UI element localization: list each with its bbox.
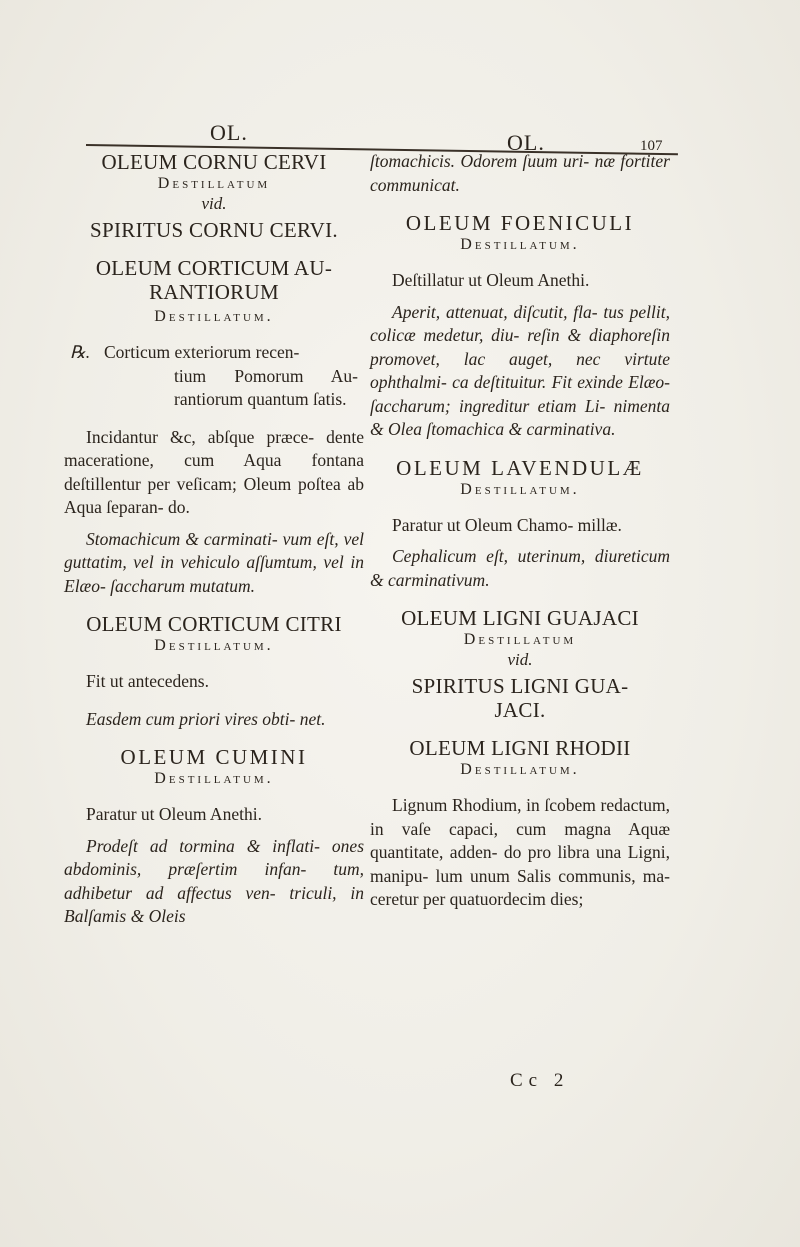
entry-subtitle: Destillatum. bbox=[154, 308, 274, 325]
entry-title: OLEUM CUMINI bbox=[120, 745, 308, 769]
entry-subtitle: Destillatum bbox=[463, 631, 577, 648]
recipe-block bbox=[64, 341, 364, 412]
entry-subtitle: Destillatum. bbox=[154, 770, 274, 787]
entry-title: OLEUM LAVENDULÆ bbox=[396, 455, 644, 480]
paragraph: Paratur ut Oleum Anethi. bbox=[86, 804, 262, 824]
paragraph-italic: Easdem cum priori vires obti- net. bbox=[86, 708, 326, 729]
paragraph: Lignum Rhodium, in ſcobem redactum, in vaſe capaci, cum magna Aquæ quantitate, adden- do pro libra una Ligni, manipu- lum unum Salis communis, ma- ceretur per quatuordecim dies; bbox=[370, 795, 670, 909]
entry-title: OLEUM FOENICULI bbox=[405, 211, 635, 235]
entry-subtitle: Destillatum. bbox=[460, 480, 580, 498]
paragraph-italic: Prodeſt ad tormina & inflati- ones abdominis, præſertim infan- tum, adhibetur ad affectus ven- triculi, in Balſamis & Oleis bbox=[64, 835, 364, 926]
left-column bbox=[64, 150, 364, 929]
recipe-continuation: tium Pomorum Au- rantiorum quantum ſatis. bbox=[174, 365, 358, 409]
cross-reference-marker: vid. bbox=[507, 650, 533, 669]
entry-title: OLEUM CORTICUM AU- bbox=[95, 256, 333, 280]
cross-reference-marker: vid. bbox=[201, 194, 227, 213]
recipe-line: Corticum exteriorum recen- bbox=[104, 342, 300, 362]
cross-reference-title-cont: JACI. bbox=[494, 698, 546, 722]
entry-subtitle: Destillatum. bbox=[460, 236, 580, 253]
entry-title-cont: RANTIORUM bbox=[149, 280, 279, 304]
paragraph: Paratur ut Oleum Chamo- millæ. bbox=[392, 514, 622, 535]
entry-subtitle: Destillatum bbox=[157, 175, 271, 192]
recipe-symbol: ℞. bbox=[70, 342, 91, 362]
entry-title: OLEUM LIGNI GUAJACI bbox=[401, 606, 639, 630]
entry-subtitle: Destillatum. bbox=[154, 637, 274, 654]
entry-title: OLEUM LIGNI RHODII bbox=[409, 736, 631, 760]
paragraph-continuation: ſtomachicis. Odorem ſuum uri- næ fortiter communicat. bbox=[370, 151, 670, 195]
paragraph-italic: Cephalicum eſt, uterinum, diureticum & carminativum. bbox=[370, 546, 670, 590]
right-column bbox=[370, 150, 670, 912]
entry-title: OLEUM CORTICUM CITRI bbox=[86, 612, 342, 636]
page-number: 107 bbox=[640, 138, 663, 154]
paragraph: Deſtillatur ut Oleum Anethi. bbox=[392, 270, 590, 290]
running-head-left: OL. bbox=[210, 120, 248, 145]
paragraph: Fit ut antecedens. bbox=[86, 671, 209, 691]
cross-reference-title: SPIRITUS CORNU CERVI. bbox=[90, 218, 338, 242]
entry-title: OLEUM CORNU CERVI bbox=[101, 150, 327, 174]
entry-subtitle: Destillatum. bbox=[460, 761, 580, 778]
paragraph-italic: Stomachicum & carminati- vum eſt, vel guttatim, vel in vehiculo aſſumtum, vel in Elæo- ſaccharum mutatum. bbox=[64, 528, 364, 596]
paragraph-italic: Aperit, attenuat, diſcutit, fla- tus pellit, colicæ medetur, diu- reſin & diaphoreſin promovet, lac auget, nec virtute ophthalmi- ca deſtituitur. Fit exinde Elæo- ſaccharum; ingreditur etiam Li- nimenta & Olea ſtomachica & carminativa. bbox=[370, 301, 670, 439]
running-head-right: OL. bbox=[507, 130, 545, 155]
paragraph: Incidantur &c, abſque præce- dente maceratione, cum Aqua fontana deſtillentur per veſicam; Oleum poſtea ab Aqua ſeparan- do. bbox=[64, 426, 364, 517]
cross-reference-title: SPIRITUS LIGNI GUA- bbox=[411, 674, 629, 698]
signature-mark: Cc 2 bbox=[510, 1070, 570, 1091]
